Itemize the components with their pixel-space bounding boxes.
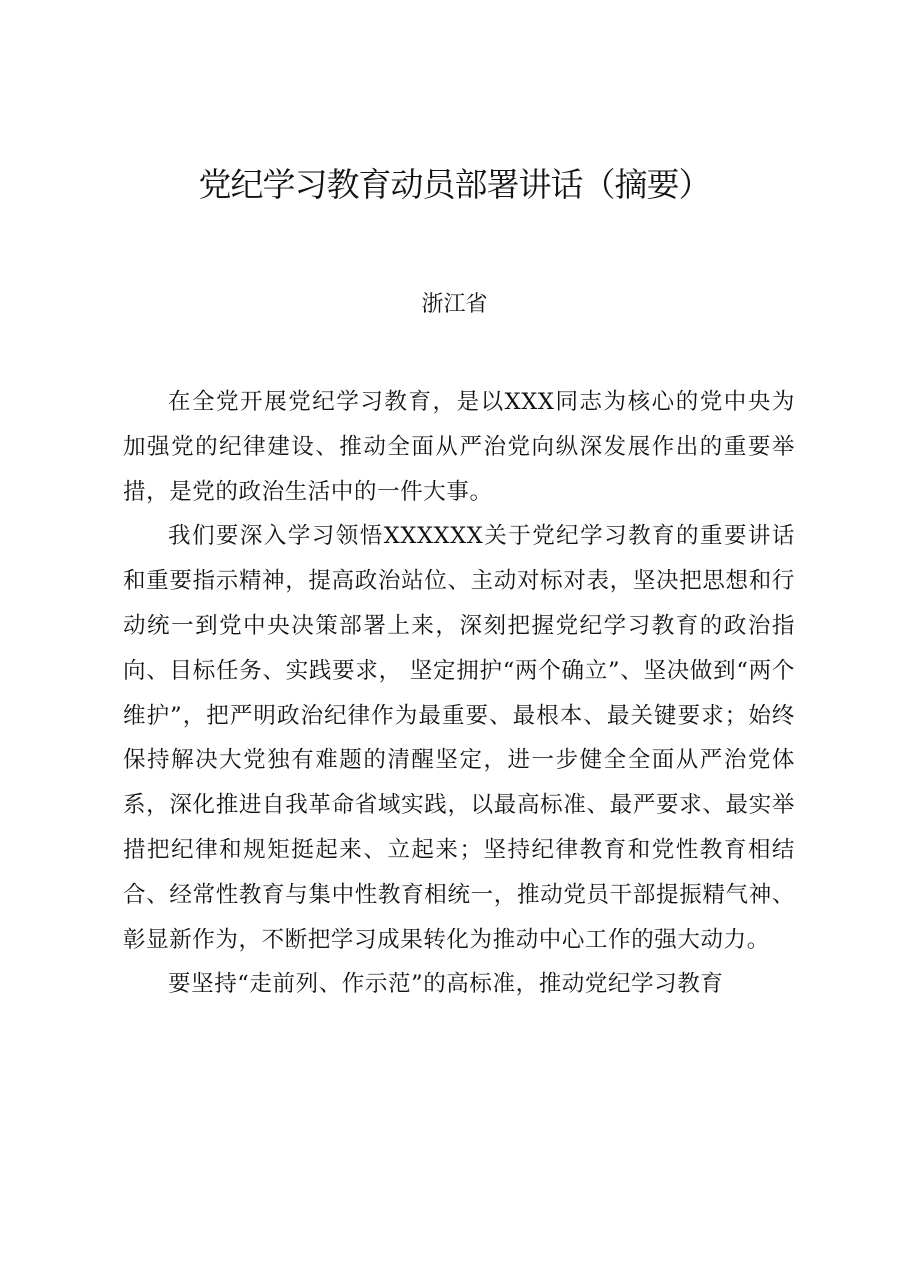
body-paragraph-1: 在全党开展党纪学习教育，是以XXX同志为核心的党中央为加强党的纪律建设、推动全面从严治党向纵深发展作出的重要举措，是党的政治生活中的一件大事。 xyxy=(123,389,795,505)
document-author: 浙江省 xyxy=(421,292,488,317)
document-body xyxy=(123,380,795,1007)
document-title: 党纪学习教育动员部署讲话（摘要） xyxy=(198,165,711,204)
body-paragraph-3: 要坚持“走前列、作示范”的高标准，推动党纪学习教育 xyxy=(168,971,724,998)
body-paragraph-2: 我们要深入学习领悟XXXXXX关于党纪学习教育的重要讲话和重要指示精神，提高政治站位、主动对标对表，坚决把思想和行动统一到党中央决策部署上来，深刻把握党纪学习教育的政治指向、目标任务、实践要求， 坚定拥护“两个确立”、坚决做到“两个维护”，把严明政治纪律作为最重要、最根本、最关键要求；始终保持解决大党独有难题的清醒坚定，进一步健全全面从严治党体系，深化推进自我革命省域实践，以最高标准、最严要求、最实举措把纪律和规矩挺起来、立起来；坚持纪律教育和党性教育相结合、经常性教育与集中性教育相统一，推动党员干部提振精气神、彰显新作为，不断把学习成果转化为推动中心工作的强大动力。 xyxy=(123,523,795,953)
